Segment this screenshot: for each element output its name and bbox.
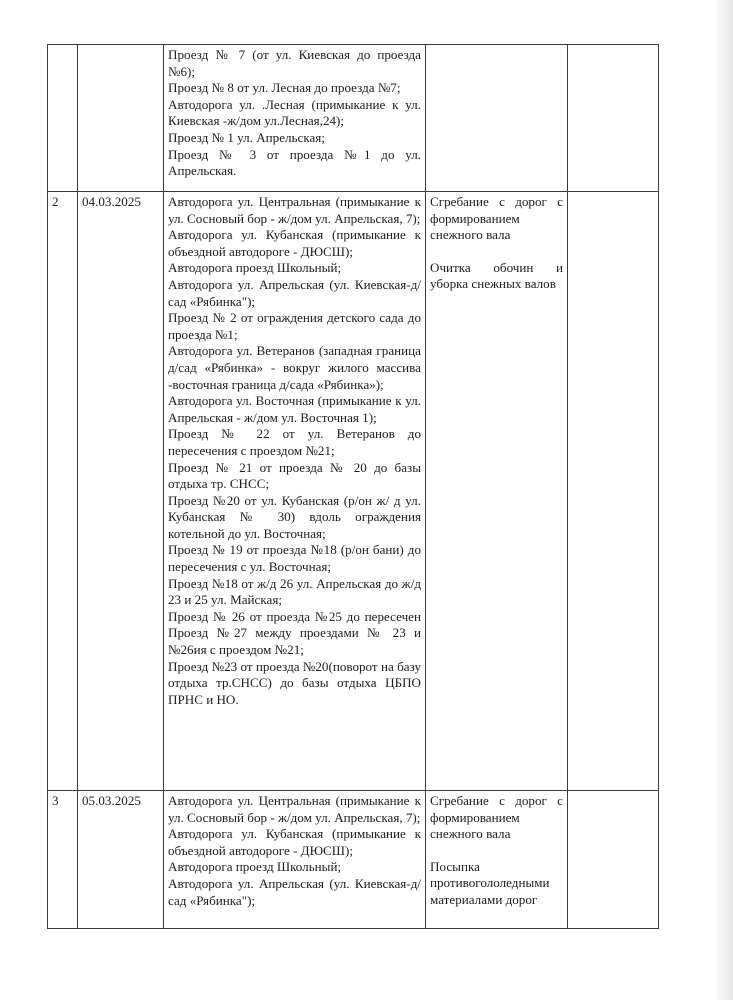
work-type: Очитка обочин и уборка снежных валов: [430, 259, 563, 292]
page-edge-shadow: [717, 0, 733, 1000]
date-cell: 05.03.2025: [78, 791, 164, 929]
works-cell: [426, 192, 568, 791]
road-segment: Проезд № 3 от проезда №1 до ул. Апрельская.: [168, 146, 421, 179]
date-cell: 04.03.2025: [78, 192, 164, 791]
work-spacer: [430, 843, 563, 859]
table-row: [48, 45, 659, 192]
road-segment: Автодорога ул. Кубанская (примыкание к объездной автодороге - ДЮСШ);: [168, 227, 421, 259]
work-spacer: [430, 244, 563, 260]
road-segment: Автодорога проезд Школьный;: [168, 260, 342, 276]
work-type: Сгребание с дорог с формированием снежного вала: [430, 793, 563, 842]
roads-cell: [164, 791, 426, 929]
row-number-cell: 2: [48, 192, 78, 791]
road-segment: Проезд № 26 от проезда №25 до пересечен Проезд №27 между проездами № 23 и №26ия с проездом №21;: [168, 608, 421, 658]
road-segment: Автодорога ул. .Лесная (примыкание к ул. Киевская -ж/дом ул.Лесная,24);: [168, 96, 421, 129]
work-type: Сгребание с дорог с формированием снежного вала: [430, 194, 563, 243]
road-segment: Проезд № 21 от проезда № 20 до базы отдыха тр. СНСС;: [168, 459, 421, 492]
work-type: Посыпка противогололедными материалами дорог: [430, 858, 550, 907]
date-cell: [78, 45, 164, 192]
notes-cell: [568, 45, 659, 192]
row-number-cell: [48, 45, 78, 192]
road-segment: Проезд №18 от ж/д 26 ул. Апрельская до ж/д 23 и 25 ул. Майская;: [168, 575, 421, 608]
roads-cell: [164, 192, 426, 791]
road-segment: Автодорога ул. Восточная (примыкание к ул. Апрельская - ж/дом ул. Восточная 1);: [168, 393, 421, 425]
road-segment: Автодорога ул. Центральная (примыкание к ул. Сосновый бор - ж/дом ул. Апрельская, 7);: [168, 194, 421, 226]
road-segment: Автодорога проезд Школьный;: [168, 859, 342, 875]
road-segment: Автодорога ул. Кубанская (примыкание к объездной автодороге - ДЮСШ);: [168, 826, 421, 858]
works-cell: [426, 791, 568, 929]
road-segment: Проезд № 1 ул. Апрельская;: [168, 129, 325, 145]
road-segment: Автодорога ул. Ветеранов (западная граница д/сад «Рябинка» - вокруг жилого массива -восточная граница д/сада «Рябинка»);: [168, 343, 421, 392]
road-segment: Автодорога ул. Центральная (примыкание к ул. Сосновый бор - ж/дом ул. Апрельская, 7);: [168, 793, 421, 825]
road-segment: Проезд №20 от ул. Кубанская (р/он ж/ д ул. Кубанская № 30) вдоль ограждения котельной до ул. Восточная;: [168, 492, 421, 541]
road-segment: Автодорога ул. Апрельская (ул. Киевская-д/сад «Рябинка");: [168, 276, 421, 309]
table-row: [48, 192, 659, 791]
road-segment: Проезд № 2 от ограждения детского сада до проезда №1;: [168, 310, 421, 342]
notes-cell: [568, 192, 659, 791]
notes-cell: [568, 791, 659, 929]
road-segment: Проезд №23 от проезда №20(поворот на базу отдыха тр.СНСС) до базы отдыха ЦБПО ПРНС и НО.: [168, 658, 421, 707]
table-row: [48, 791, 659, 929]
road-segment: Проезд № 22 от ул. Ветеранов до пересечения с проездом №21;: [168, 426, 421, 458]
snow-removal-schedule-table: [47, 44, 659, 929]
road-segment: Автодорога ул. Апрельская (ул. Киевская-д/сад «Рябинка");: [168, 875, 421, 908]
road-segment: Проезд № 7 (от ул. Киевская до проезда №6);: [168, 47, 421, 79]
road-segment: Проезд № 19 от проезда №18 (р/он бани) до пересечения с ул. Восточная;: [168, 542, 421, 575]
row-number-cell: 3: [48, 791, 78, 929]
road-segment: Проезд № 8 от ул. Лесная до проезда №7;: [168, 80, 401, 96]
roads-cell: [164, 45, 426, 192]
works-cell: [426, 45, 568, 192]
